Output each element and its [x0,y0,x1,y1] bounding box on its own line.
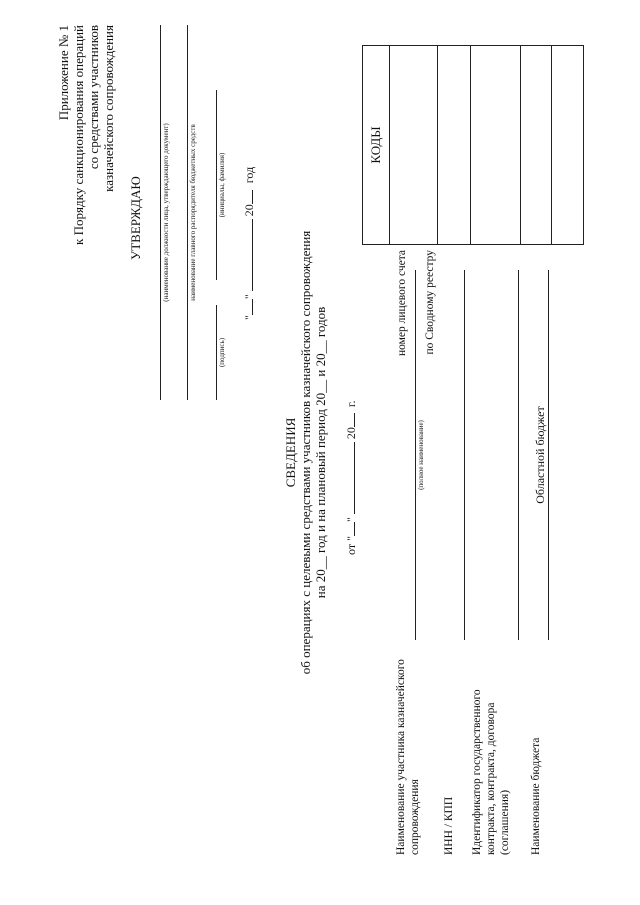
inn-label: ИНН / КПП [443,796,455,855]
form-date: от "" 20 г. [344,400,358,555]
codes-row-divider-1 [437,45,438,245]
codes-header: КОДЫ [368,126,383,164]
budget-line [548,270,549,640]
contract-line [518,270,519,640]
account-label: номер лицевого счета [396,250,408,357]
budget-value: Областной бюджет [533,406,547,504]
appendix-line-1: Приложение № 1 [56,25,71,121]
inn-line [464,270,465,640]
svod-label: по Сводному реестру [424,250,436,355]
budget-label: Наименование бюджета [530,737,542,855]
participant-caption: (полное наименование) [417,420,425,490]
codes-row-divider-3 [520,45,521,245]
org-caption: наименование главного распорядителя бюджетных средств [189,124,197,301]
participant-label: Наименование участника казначейского сопровождения [395,659,421,855]
appendix-line-3: со средствами участников [86,25,101,170]
codes-header-divider [389,45,390,245]
codes-row-divider-2 [470,45,471,245]
signature-caption: (подпись) [218,337,226,368]
position-caption: (наименование должности лица, утверждающего документ) [162,123,170,302]
approval-heading: УТВЕРЖДАЮ [128,176,143,260]
name-line [216,90,217,280]
approval-date: "" 20 год [242,166,256,320]
codes-row-divider-4 [551,45,552,245]
participant-line [415,270,416,640]
position-line [160,25,161,400]
signature-line [216,305,217,400]
org-line [187,25,188,400]
name-caption: (инициалы, фамилия) [218,152,226,218]
appendix-line-4: казначейского сопровождения [101,25,116,192]
form-period: на 20__ год и на плановый период 20__ и 20__ годов [313,306,328,599]
appendix-line-2: к Порядку санкционирования операций [71,25,86,245]
contract-label: Идентификатор государственного контракта, контракта, договора (соглашения) [471,689,511,855]
form-title: СВЕДЕНИЯ [283,417,298,488]
form-subtitle: об операциях с целевыми средствами участников казначейского сопровождения [298,230,313,675]
